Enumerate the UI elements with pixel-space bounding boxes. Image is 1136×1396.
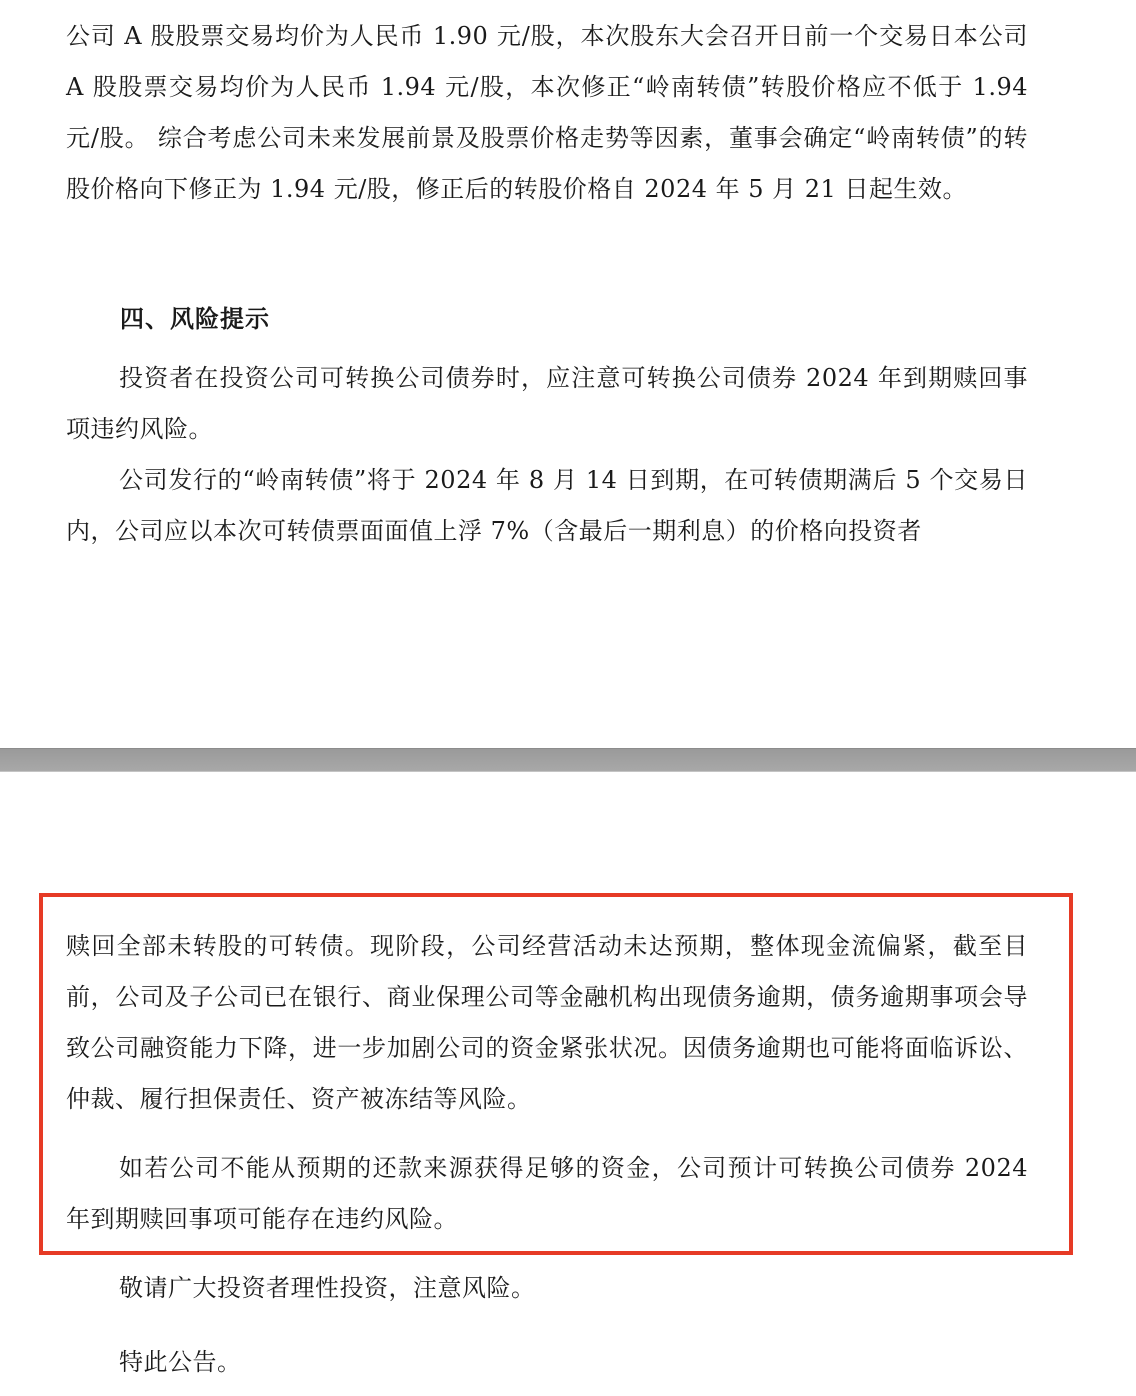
default-risk-paragraph: 如若公司不能从预期的还款来源获得足够的资金，公司预计可转换公司债券 2024 年到期赎回事项可能存在违约风险。	[66, 1154, 1028, 1233]
risk-intro-paragraph: 投资者在投资公司可转换公司债券时，应注意可转换公司债券 2024 年到期赎回事项违约风险。	[66, 364, 1028, 443]
announcement-closing: 特此公告。	[119, 1348, 242, 1376]
conversion-price-paragraph: 公司 A 股股票交易均价为人民币 1.90 元/股，本次股东大会召开日前一个交易日本公司 A 股股票交易均价为人民币 1.94 元/股，本次修正“岭南转债”转股价格应不低于 1.94 元/股。 综合考虑公司未来发展前景及股票价格走势等因素，董事会确定“岭南转债”的转股价格向下修正为 1.94 元/股，修正后的转股价格自 2024 年 5 月 21 日起生效。	[66, 22, 1028, 203]
page-separator	[0, 748, 1136, 772]
section-heading-risk: 四、风险提示	[120, 304, 270, 333]
red-highlight-box	[39, 893, 1073, 1255]
investor-caution-paragraph: 敬请广大投资者理性投资，注意风险。	[119, 1274, 536, 1302]
debt-overdue-paragraph: 赎回全部未转股的可转债。现阶段，公司经营活动未达预期，整体现金流偏紧，截至目前，公司及子公司已在银行、商业保理公司等金融机构出现债务逾期，债务逾期事项会导致公司融资能力下降，进一步加剧公司的资金紧张状况。因债务逾期也可能将面临诉讼、仲裁、履行担保责任、资产被冻结等风险。	[66, 932, 1028, 1113]
maturity-paragraph: 公司发行的“岭南转债”将于 2024 年 8 月 14 日到期，在可转债期满后 5 个交易日内，公司应以本次可转债票面面值上浮 7%（含最后一期利息）的价格向投资者	[66, 466, 1028, 545]
